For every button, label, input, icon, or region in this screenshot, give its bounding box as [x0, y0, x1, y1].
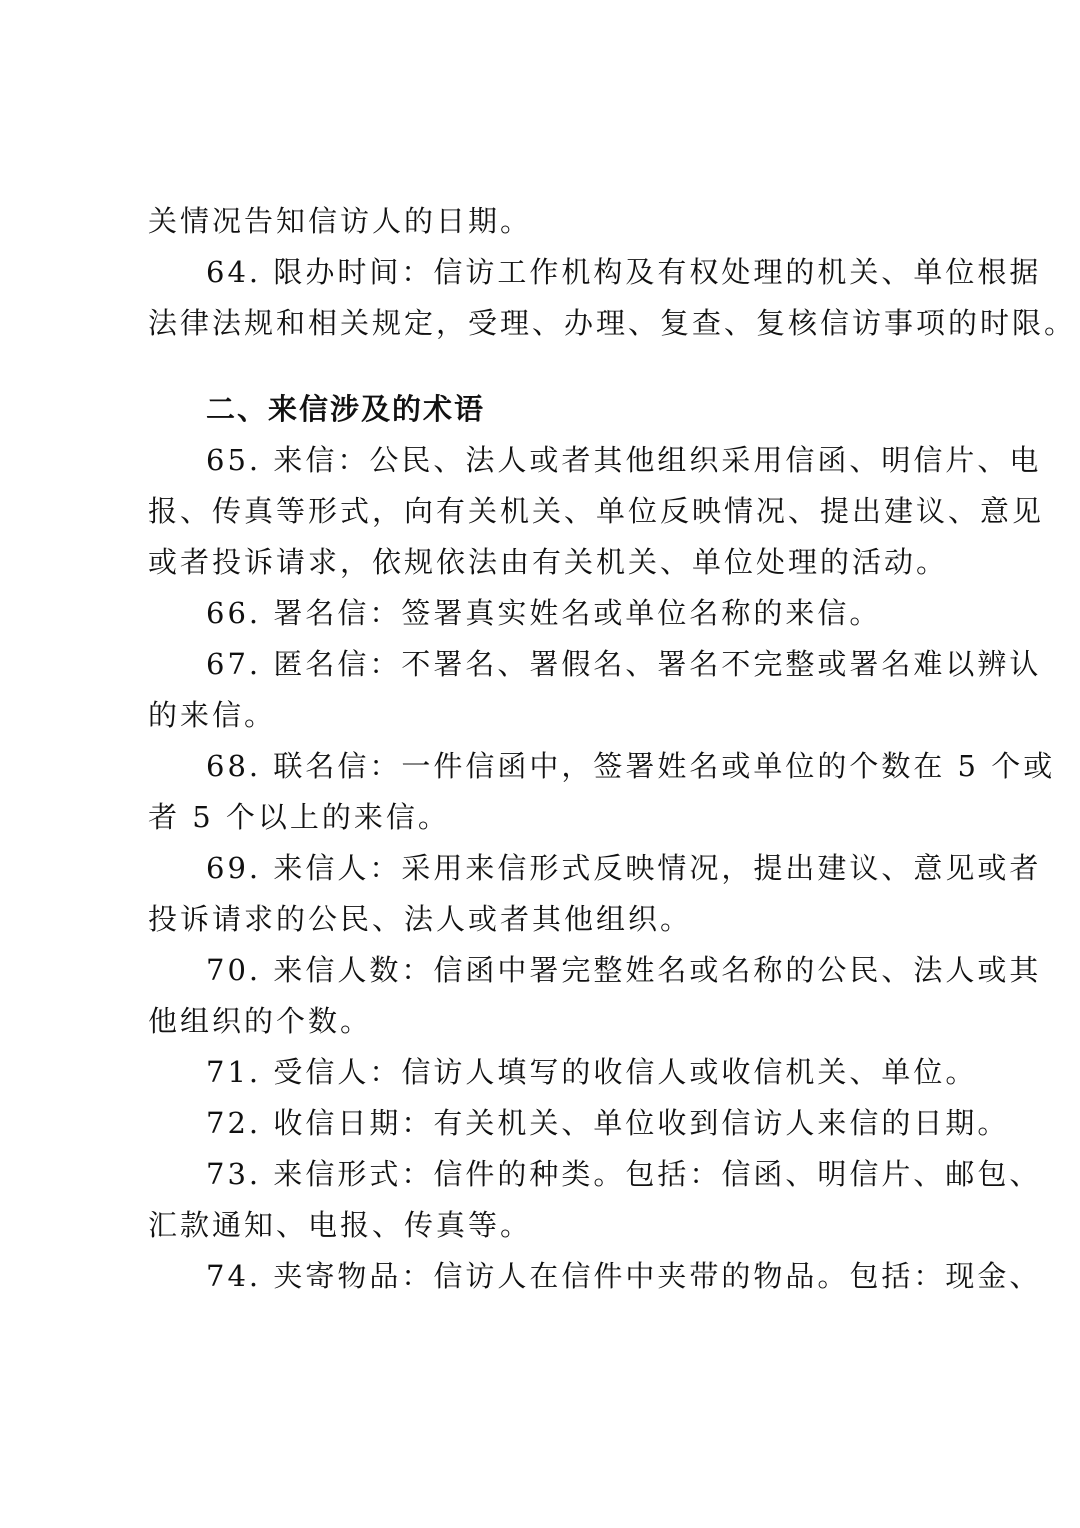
text-line: 他组织的个数。	[148, 1004, 373, 1038]
document-body	[148, 196, 1077, 1302]
section-title: 二、来信涉及的术语	[206, 392, 486, 426]
text-line: 66. 署名信：签署真实姓名或单位名称的来信。	[206, 596, 882, 630]
text-line: 74. 夹寄物品：信访人在信件中夹带的物品。包括：现金、	[206, 1259, 1042, 1293]
text-line: 报、传真等形式，向有关机关、单位反映情况、提出建议、意见	[148, 494, 1045, 528]
text-line: 67. 匿名信：不署名、署假名、署名不完整或署名难以辨认	[206, 647, 1042, 681]
text-line: 者 5 个以上的来信。	[148, 800, 450, 834]
paragraph-73-letter-form	[148, 1149, 1042, 1251]
text-line: 69. 来信人：采用来信形式反映情况，提出建议、意见或者	[206, 851, 1042, 885]
text-line: 的来信。	[148, 698, 277, 732]
paragraph-68-joint-letter	[148, 741, 1056, 843]
paragraph-71-recipient	[148, 1047, 978, 1098]
text-line: 64. 限办时间：信访工作机构及有权处理的机关、单位根据	[206, 255, 1042, 289]
text-line: 汇款通知、电报、传真等。	[148, 1208, 533, 1242]
paragraph-72-receipt-date	[148, 1098, 1010, 1149]
text-line: 65. 来信：公民、法人或者其他组织采用信函、明信片、电	[206, 443, 1042, 477]
paragraph-64-time-limit	[148, 247, 1077, 349]
text-line: 73. 来信形式：信件的种类。包括：信函、明信片、邮包、	[206, 1157, 1042, 1191]
paragraph-66-signed-letter	[148, 588, 948, 639]
text-line: 关情况告知信访人的日期。	[148, 204, 533, 238]
paragraph-74-enclosed-items	[148, 1251, 1042, 1302]
text-line: 法律法规和相关规定，受理、办理、复查、复核信访事项的时限。	[148, 306, 1077, 340]
paragraph-70-writer-count	[148, 945, 1042, 1047]
text-line: 投诉请求的公民、法人或者其他组织。	[148, 902, 693, 936]
text-line: 或者投诉请求，依规依法由有关机关、单位处理的活动。	[148, 545, 949, 579]
section-gap	[148, 349, 948, 384]
paragraph-69-letter-writer	[148, 843, 1042, 945]
text-line: 72. 收信日期：有关机关、单位收到信访人来信的日期。	[206, 1106, 1010, 1140]
paragraph-65-letter	[148, 435, 1045, 588]
text-line: 71. 受信人：信访人填写的收信人或收信机关、单位。	[206, 1055, 978, 1089]
section-heading	[148, 384, 948, 435]
text-line: 70. 来信人数：信函中署完整姓名或名称的公民、法人或其	[206, 953, 1042, 987]
paragraph-67-anonymous-letter	[148, 639, 1042, 741]
paragraph-63-tail	[148, 196, 948, 247]
text-line: 68. 联名信：一件信函中，签署姓名或单位的个数在 5 个或	[206, 749, 1056, 783]
